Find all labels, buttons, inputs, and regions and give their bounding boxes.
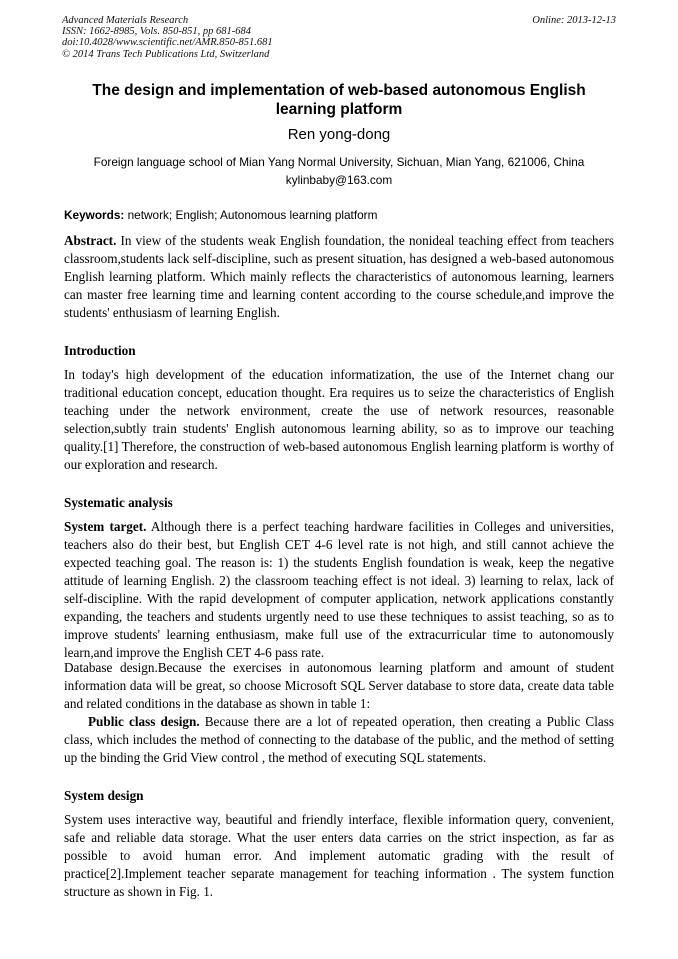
system-target-label: System target. [64, 519, 147, 534]
author-affiliation [64, 153, 614, 189]
systematic-analysis-heading: Systematic analysis [64, 495, 173, 510]
database-design-paragraph: Database design.Because the exercises in autonomous learning platform and amount of student information data will be great, so choose Microsoft SQL Server database to store data, create data table and related conditions in the database as shown in table 1: [64, 660, 614, 711]
abstract-paragraph [64, 232, 614, 322]
affiliation-text: Foreign language school of Mian Yang Normal University, Sichuan, Mian Yang, 621006, China [93, 155, 585, 169]
public-class-paragraph [64, 713, 614, 767]
introduction-paragraph: In today's high development of the education informatization, the use of the Internet chang our traditional education concept, education thought. Era requires us to seize the characteristics of English teaching under the network environment, create the use of network resources, reasonable selection,subtly train students' English autonomous learning ability, so as to improve our teaching quality.[1] Therefore, the construction of web-based autonomous English learning platform is worthy of our exploration and research. [64, 367, 614, 472]
public-class-label: Public class design. [88, 714, 200, 729]
paper-title: The design and implementation of web-based autonomous English learning platform [92, 82, 586, 118]
journal-doi: doi:10.4028/www.scientific.net/AMR.850-851.681 [62, 37, 273, 49]
system-target-text: Although there is a perfect teaching hardware facilities in Colleges and universities, teachers also do their best, but English CET 4-6 level rate is not high, and still cannot achieve the expected teaching goal. The reason is: 1) the students English foundation is weak, keep the negative attitude of learning English. 2) the classroom teaching effect is not ideal. 3) learning to relax, lack of self-discipline. With the rapid development of computer application, network applications constantly expanding, the teachers and students urgently need to use these techniques to assist teaching, so as to improve students' learning enthusiasm, make full use of the extracurricular time to autonomously learn,and improve the English CET 4-6 pass rate. [64, 519, 614, 660]
abstract-text: In view of the students weak English foundation, the nonideal teaching effect from teachers classroom,students lack self-discipline, such as present situation, has designed a web-based autonomous English learning platform. Which mainly reflects the characteristics of autonomous learning, learners can master free learning time and learning content according to the course schedule,and improve the students' enthusiasm of learning English. [64, 233, 614, 320]
journal-copyright: © 2014 Trans Tech Publications Ltd, Switzerland [62, 48, 270, 60]
system-design-paragraph: System uses interactive way, beautiful and friendly interface, flexible information query, convenient, safe and reliable data storage. What the user enters data carries on the strict inspection, as far as possible to avoid human error. And implement automatic grading with the result of practice[2].Implement teacher separate management for teaching information . The system function structure as shown in Fig. 1. [64, 812, 614, 899]
online-date: Online: 2013-12-13 [532, 15, 616, 26]
public-class-text: Because there are a lot of repeated operation, then creating a Public Class class, which includes the method of connecting to the database of the public, and the method of setting up the binding the Grid View control , the method of executing SQL statements. [64, 714, 614, 765]
introduction-heading: Introduction [64, 343, 136, 358]
keywords-line [64, 207, 614, 223]
system-design-heading: System design [64, 788, 144, 803]
system-target-paragraph [64, 518, 614, 662]
journal-issn: ISSN: 1662-8985, Vols. 850-851, pp 681-684 [62, 26, 251, 38]
keywords-label: Keywords: [64, 208, 125, 222]
journal-name: Advanced Materials Research [62, 15, 189, 26]
journal-header [62, 15, 273, 60]
abstract-label: Abstract. [64, 233, 117, 248]
keywords-text: network; English; Autonomous learning platform [124, 208, 378, 222]
author-name: Ren yong-dong [287, 126, 391, 143]
author-email: kylinbaby@163.com [285, 173, 393, 187]
